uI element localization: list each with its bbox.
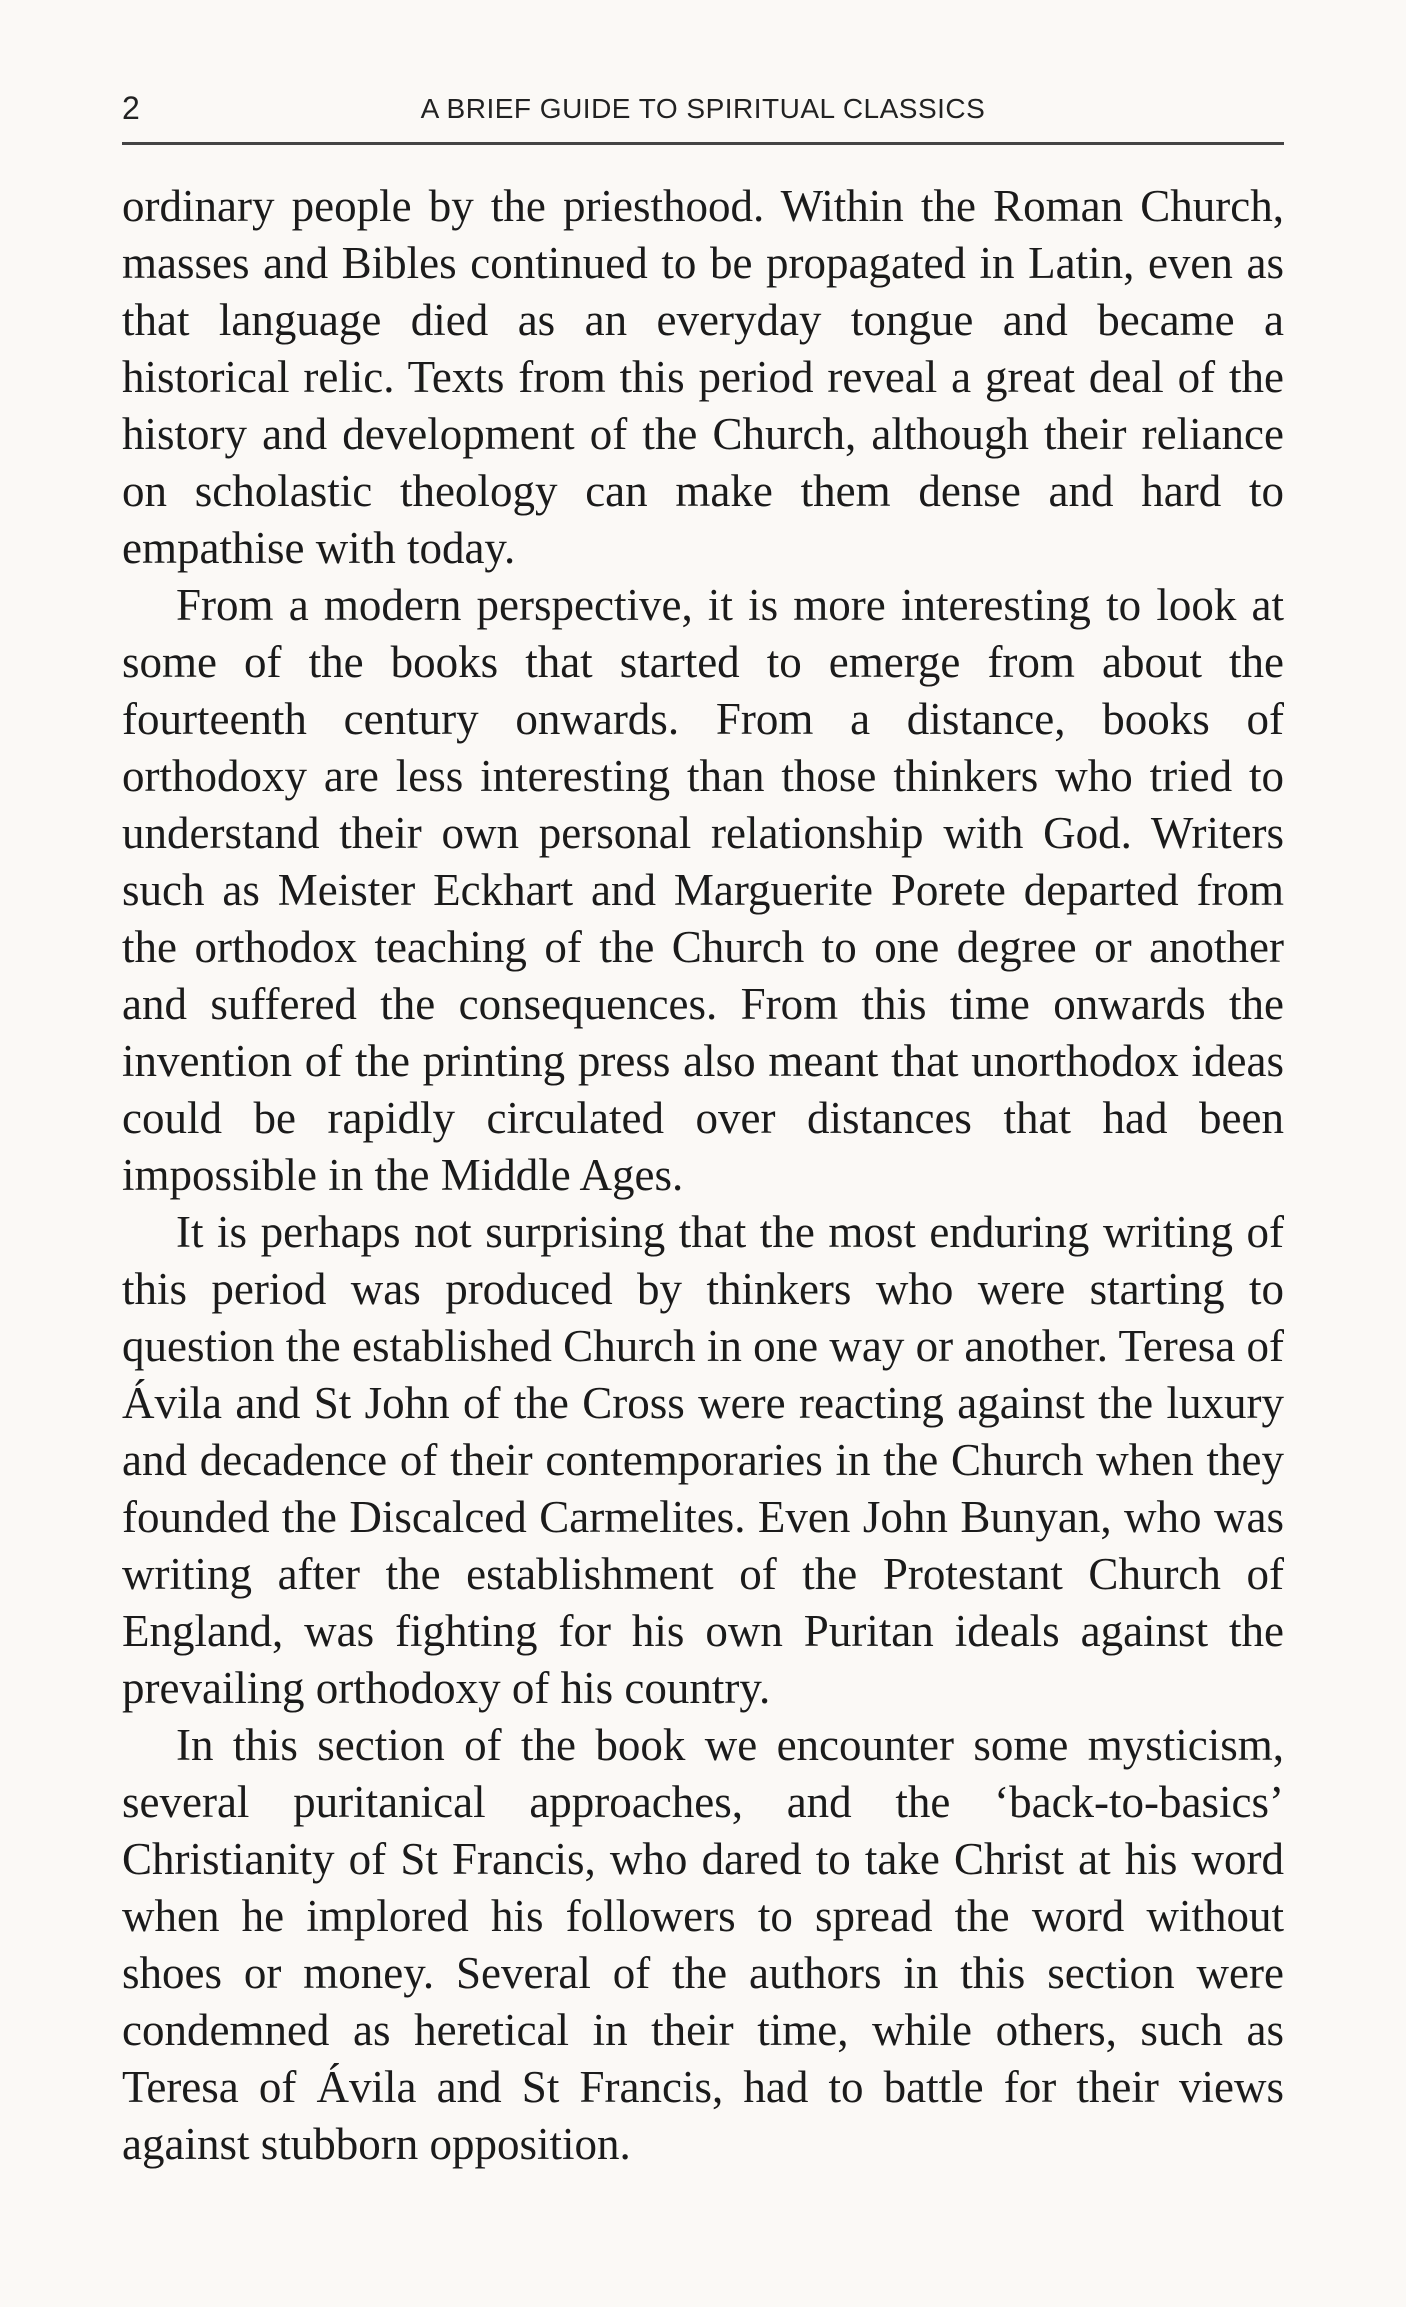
paragraph-1: ordinary people by the priesthood. Within the Roman Church, masses and Bibles continued to be propagated in Latin, even as that language died as an everyday tongue and became a historical relic. Texts from this period reveal a great deal of the history and development of the Church, although their reliance on scholastic theology can make them dense and hard to empathise with today. — [122, 181, 1284, 573]
page-number: 2 — [122, 90, 140, 126]
paragraph-2: From a modern perspective, it is more interesting to look at some of the books that started to emerge from about the fourteenth century onwards. From a distance, books of orthodoxy are less interesting than those thinkers who tried to understand their own personal relationship with God. Writers such as Meister Eckhart and Marguerite Porete departed from the orthodox teaching of the Church to one degree or another and suffered the consequences. From this time onwards the invention of the printing press also meant that unorthodox ideas could be rapidly circulated over distances that had been impossible in the Middle Ages. — [122, 580, 1284, 1200]
paragraph-3: It is perhaps not surprising that the most enduring writing of this period was produced by thinkers who were starting to question the established Church in one way or another. Teresa of Ávila and St John of the Cross were reacting against the luxury and decadence of their contemporaries in the Church when they founded the Discalced Carmelites. Even John Bunyan, who was writing after the establishment of the Protestant Church of England, was fighting for his own Puritan ideals against the prevailing orthodoxy of his country. — [122, 1207, 1284, 1713]
running-head — [122, 88, 1284, 138]
header-rule — [122, 142, 1284, 145]
running-head-title: A BRIEF GUIDE TO SPIRITUAL CLASSICS — [420, 93, 986, 124]
paragraph-4: In this section of the book we encounter some mysticism, several puritanical approaches, and the ‘back-to-basics’ Christianity of St Francis, who dared to take Christ at his word when he implored his followers to spread the word without shoes or money. Several of the authors in this section were condemned as heretical in their time, while others, such as Teresa of Ávila and St Francis, had to battle for their views against stubborn opposition. — [122, 1720, 1284, 2169]
body-text — [122, 178, 1284, 2173]
